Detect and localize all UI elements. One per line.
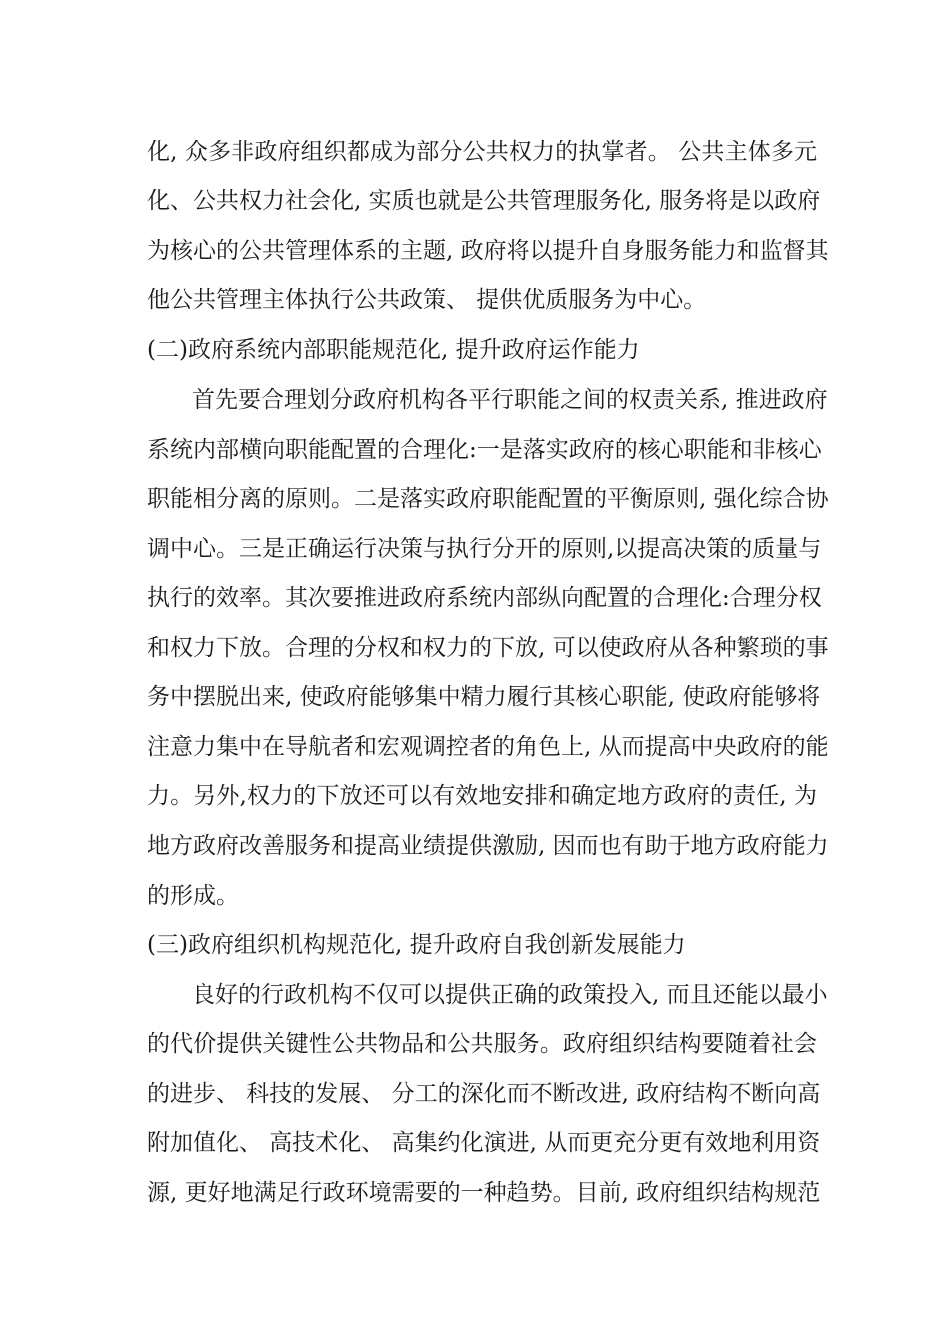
section-heading-2: (二)政府系统内部职能规范化, 提升政府运作能力 bbox=[147, 337, 640, 363]
text-line-18: 良好的行政机构不仅可以提供正确的政策投入, 而且还能以最小 bbox=[192, 982, 828, 1008]
text-line-1: 化, 众多非政府组织都成为部分公共权力的执掌者。 公共主体多元 bbox=[147, 139, 817, 165]
text-line-4: 他公共管理主体执行公共政策、 提供优质服务为中心。 bbox=[147, 287, 707, 313]
text-line-20: 的进步、 科技的发展、 分工的深化而不断改进, 政府结构不断向高 bbox=[147, 1081, 821, 1107]
text-line-15: 地方政府改善服务和提高业绩提供激励, 因而也有助于地方政府能力 bbox=[147, 833, 829, 859]
text-line-19: 的代价提供关键性公共物品和公共服务。政府组织结构要随着社会 bbox=[147, 1031, 817, 1057]
text-line-9: 调中心。三是正确运行决策与执行分开的原则,以提高决策的质量与 bbox=[147, 536, 822, 562]
text-line-16: 的形成。 bbox=[147, 883, 239, 909]
text-line-21: 附加值化、 高技术化、 高集约化演进, 从而更充分更有效地利用资 bbox=[147, 1130, 821, 1156]
text-line-14: 力。另外,权力的下放还可以有效地安排和确定地方政府的责任, 为 bbox=[147, 783, 817, 809]
text-line-22: 源, 更好地满足行政环境需要的一种趋势。目前, 政府组织结构规范 bbox=[147, 1180, 821, 1206]
text-line-2: 化、公共权力社会化, 实质也就是公共管理服务化, 服务将是以政府 bbox=[147, 188, 821, 214]
text-line-8: 职能相分离的原则。二是落实政府职能配置的平衡原则, 强化综合协 bbox=[147, 486, 829, 512]
text-line-10: 执行的效率。其次要推进政府系统内部纵向配置的合理化:合理分权 bbox=[147, 585, 822, 611]
text-line-11: 和权力下放。合理的分权和权力的下放, 可以使政府从各种繁琐的事 bbox=[147, 635, 829, 661]
text-line-3: 为核心的公共管理体系的主题, 政府将以提升自身服务能力和监督其 bbox=[147, 238, 829, 264]
text-line-12: 务中摆脱出来, 使政府能够集中精力履行其核心职能, 使政府能够将 bbox=[147, 684, 821, 710]
section-heading-3: (三)政府组织机构规范化, 提升政府自我创新发展能力 bbox=[147, 932, 686, 958]
text-line-13: 注意力集中在导航者和宏观调控者的角色上, 从而提高中央政府的能 bbox=[147, 734, 829, 760]
text-line-7: 系统内部横向职能配置的合理化:一是落实政府的核心职能和非核心 bbox=[147, 437, 822, 463]
text-line-6: 首先要合理划分政府机构各平行职能之间的权责关系, 推进政府 bbox=[192, 387, 828, 413]
